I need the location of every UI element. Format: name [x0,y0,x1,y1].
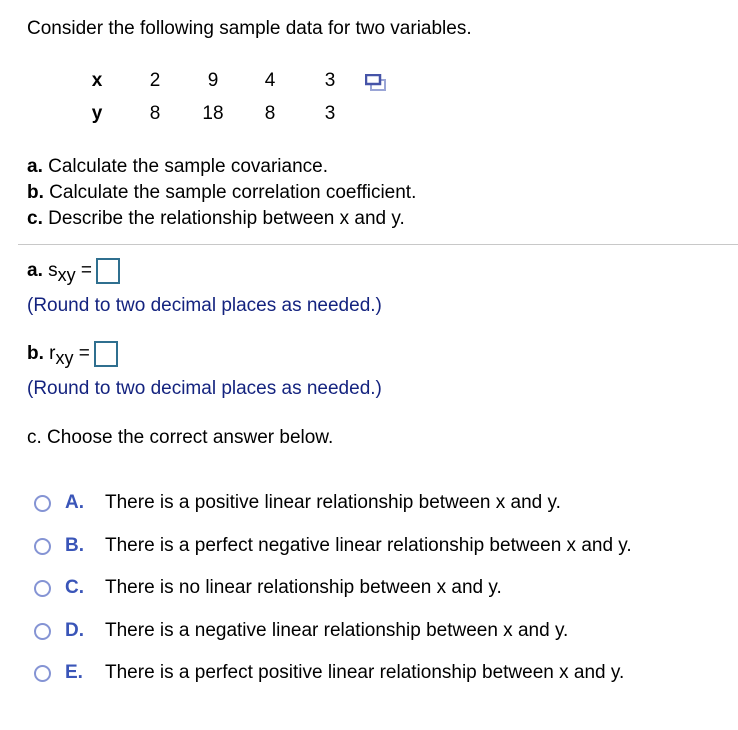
copy-data-icon[interactable] [365,74,387,92]
divider [18,244,738,245]
question-prompt: Consider the following sample data for two variables. [27,18,472,39]
option-letter: A. [65,492,84,513]
option-letter: D. [65,620,84,641]
part-a: a. Calculate the sample covariance. [27,156,329,177]
correlation-input[interactable] [94,341,118,367]
answer-a-hint: (Round to two decimal places as needed.) [27,295,382,316]
part-c: c. Describe the relationship between x and y. [27,208,405,229]
answer-c-prompt: c. Choose the correct answer below. [27,427,334,448]
x-label: x [91,70,103,91]
option-letter: E. [65,662,83,683]
x-value: 2 [149,70,161,91]
y-value: 8 [264,103,276,124]
answer-b-row: b. $r_{xy}$ = [27,341,118,369]
y-label: y [91,103,103,124]
y-value: 8 [149,103,161,124]
option-text: There is no linear relationship between x and y. [105,577,502,598]
covariance-input[interactable] [96,258,120,284]
option-text: There is a perfect negative linear relationship between x and y. [105,535,632,556]
radio-button[interactable] [34,665,51,682]
x-value: 9 [207,70,219,91]
y-value: 3 [324,103,336,124]
x-value: 4 [264,70,276,91]
part-b: b. Calculate the sample correlation coefficient. [27,182,417,203]
option-letter: B. [65,535,84,556]
answer-a-row: a. $s_{xy}$ = [27,258,120,286]
option-letter: C. [65,577,84,598]
y-value: 18 [202,103,224,124]
radio-button[interactable] [34,580,51,597]
option-text: There is a perfect positive linear relationship between x and y. [105,662,625,683]
x-value: 3 [324,70,336,91]
radio-button[interactable] [34,538,51,555]
option-text: There is a positive linear relationship between x and y. [105,492,561,513]
answer-b-hint: (Round to two decimal places as needed.) [27,378,382,399]
option-text: There is a negative linear relationship between x and y. [105,620,569,641]
radio-button[interactable] [34,495,51,512]
radio-button[interactable] [34,623,51,640]
